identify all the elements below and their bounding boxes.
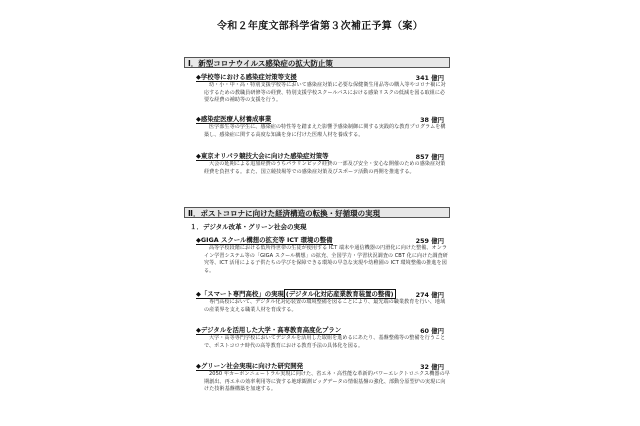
item-amount: 857 億円 xyxy=(415,153,444,161)
subsection-heading: １．デジタル改革・グリーン社会の実現 xyxy=(190,223,307,231)
item-label: ◆グリーン社会実現に向けた研究開発 xyxy=(196,362,304,370)
item-description: 幼・小・中・高・特別支援学校等において感染症対策に必要な保健衛生用品等の購入等やコロナ禍に対応するための教職員研修等の経費、特別支援学校スクールバスにおける感染リスクの低減を図る取組に必要な経費の補助等の支援を行う。 xyxy=(204,82,446,104)
item-amount: 274 億円 xyxy=(415,291,444,299)
item-label: ◆感染症医療人材養成事業 xyxy=(196,115,272,123)
budget-item xyxy=(196,73,450,105)
item-label: ◆学校等における感染症対策等支援 xyxy=(196,73,297,81)
item-amount: 32 億円 xyxy=(420,363,444,371)
item-label: ◆「スマート専門高校」の実現 xyxy=(196,290,284,298)
item-label: ◆東京オリパラ競技大会に向けた感染症対策等 xyxy=(196,152,329,160)
item-amount: 38 億円 xyxy=(420,116,444,124)
budget-item xyxy=(196,326,450,350)
item-description: 大会の延期による追加経費のうちパラリンピック経費の一部及び安全・安心な開催のための感染症対策経費を負担する。また、国立競技場等での感染症対策及びスポーツ活動の再開を推進する。 xyxy=(204,161,446,175)
item-description: 医学部生等の学生に、感染症の特性等を踏まえた影響予感染制御に関する実践的な教育プログラムを構築し、感染症に関する高度な知識を身に付けた医療人材を養成する。 xyxy=(204,124,446,138)
section-heading-1: Ⅰ．新型コロナウイルス感染症の拡大防止策 xyxy=(184,57,450,68)
item-label-group xyxy=(196,290,396,299)
budget-item xyxy=(196,290,450,314)
budget-item xyxy=(196,115,450,139)
section-heading-2: Ⅱ．ポストコロナに向けた経済構造の転換・好循環の実現 xyxy=(184,207,450,218)
item-amount: 341 億円 xyxy=(415,74,444,82)
item-description: 2050 年カーボンニュートラル実現に向けた、省エネ・高性能な革新的パワーエレクトロニクス機器の早期創出、再エネの効率利用等に資する地球観測ビッグデータの情報基盤の強化、部動分原型炉の実現に向けた技術基盤構築を加速する。 xyxy=(204,371,450,393)
item-label-suffix: (デジタル化対応産業教育装置の整備) xyxy=(285,290,394,298)
item-description: 専門高校において、デジタル化対応装置の環境整備を図ることにより、最先端の職業教育を行い、地域の産業界を支える職業人材を育成する。 xyxy=(204,299,446,313)
item-amount: 259 億円 xyxy=(415,237,444,245)
item-description: 大学・高等専門学校においてデジタルを活用した取組を進めるにあたり、基盤整備等の整備を行うことで、ポストコロナ時代の高等教育における教育手法の具体化を図る。 xyxy=(204,335,446,349)
item-description: 高等学校段階における低所得世帯の生徒が使用する ICT 端末や通信機器の円滑化に向けた整備、オンライン学習システム等の「GIGA スクール構想」の拡充、全国学力・学習状況調査の CBT 化に向けた調査研究等、ICT 活用による子供たちの学びを保障できる環境の早急な実現や幼稚園の ICT 環境整備の推進を図る。 xyxy=(204,245,448,274)
budget-item xyxy=(196,362,450,394)
item-amount: 60 億円 xyxy=(420,327,444,335)
budget-item xyxy=(196,152,450,176)
page-title: 令和２年度文部科学省第３次補正予算（案） xyxy=(217,21,423,32)
item-label: ◆GIGA スクール構想の拡充等 ICT 環境の整備 xyxy=(196,236,333,244)
item-label: ◆デジタルを活用した大学・高専教育高度化プラン xyxy=(196,326,342,334)
budget-item xyxy=(196,236,450,275)
